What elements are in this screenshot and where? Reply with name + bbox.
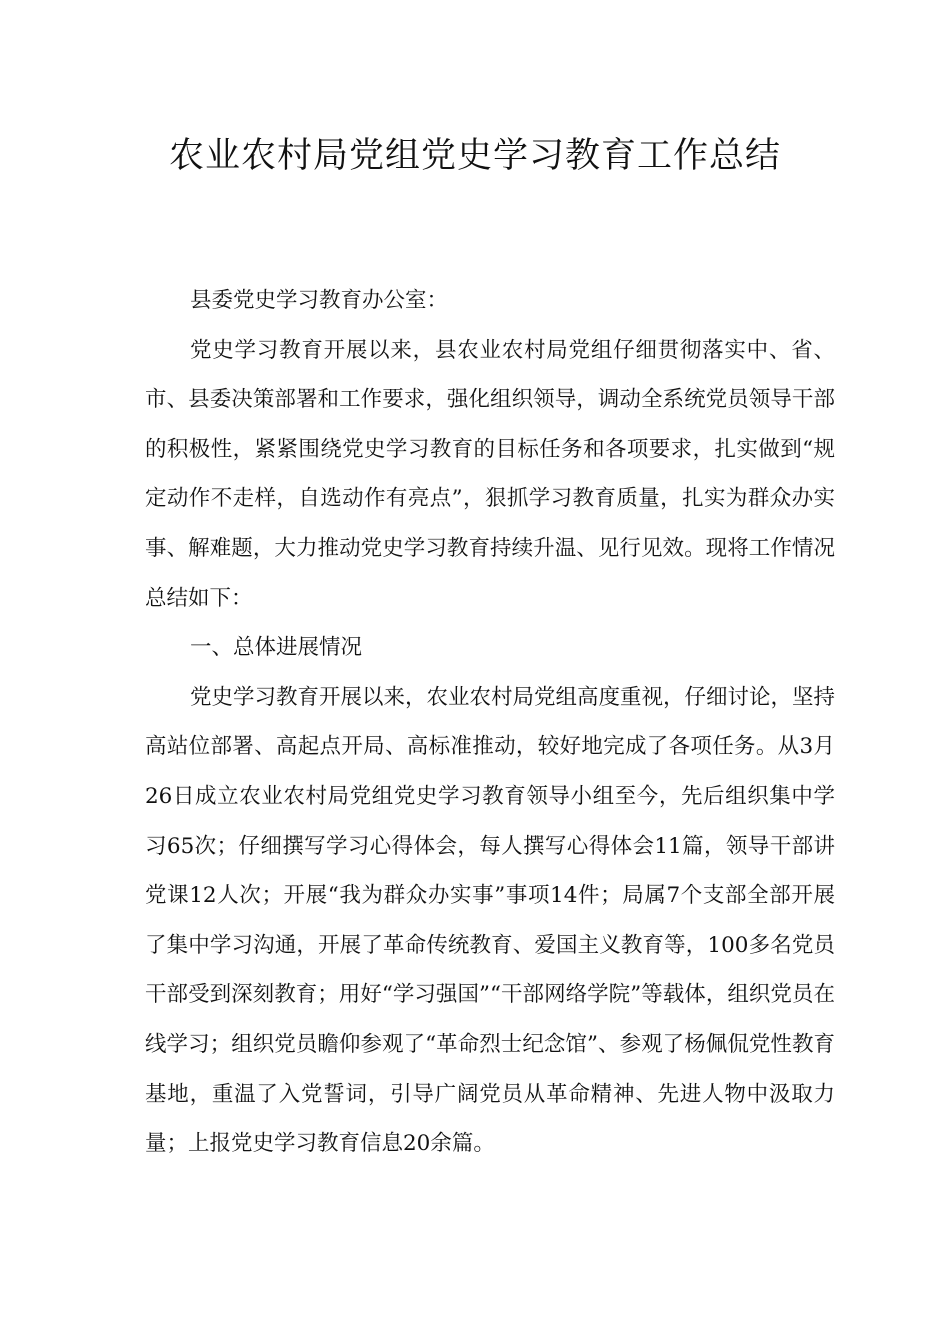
section-heading: 一、总体进展情况 [190, 635, 363, 661]
document-title: 农业农村局党组党史学习教育工作总结 [168, 136, 781, 176]
salutation: 县委党史学习教育办公室： [190, 288, 449, 313]
document-body [145, 276, 835, 1169]
paragraph-intro: 党史学习教育开展以来，县农业农村局党组仔细贯彻落实中、省、市、县委决策部署和工作要求，强化组织领导，调动全系统党员领导干部的积极性，紧紧围绕党史学习教育的目标任务和各项要求，扎实做到“规定动作不走样，自选动作有亮点”，狠抓学习教育质量，扎实为群众办实事、解难题，大力推动党史学习教育持续升温、见行见效。现将工作情况总结如下： [145, 337, 835, 611]
paragraph-progress: 党史学习教育开展以来，农业农村局党组高度重视，仔细讨论，坚持高站位部署、高起点开局、高标准推动，较好地完成了各项任务。从3月26日成立农业农村局党组党史学习教育领导小组至今，先后组织集中学习65次；仔细撰写学习心得体会，每人撰写心得体会11篇，领导干部讲党课12人次；开展“我为群众办实事”事项14件；局属7个支部全部开展了集中学习沟通，开展了革命传统教育、爱国主义教育等，100多名党员干部受到深刻教育；用好“学习强国”“干部网络学院”等载体，组织党员在线学习；组织党员瞻仰参观了“革命烈士纪念馆”、参观了杨佩侃党性教育基地，重温了入党誓词，引导广阔党员从革命精神、先进人物中汲取力量；上报党史学习教育信息20余篇。 [145, 684, 836, 1157]
